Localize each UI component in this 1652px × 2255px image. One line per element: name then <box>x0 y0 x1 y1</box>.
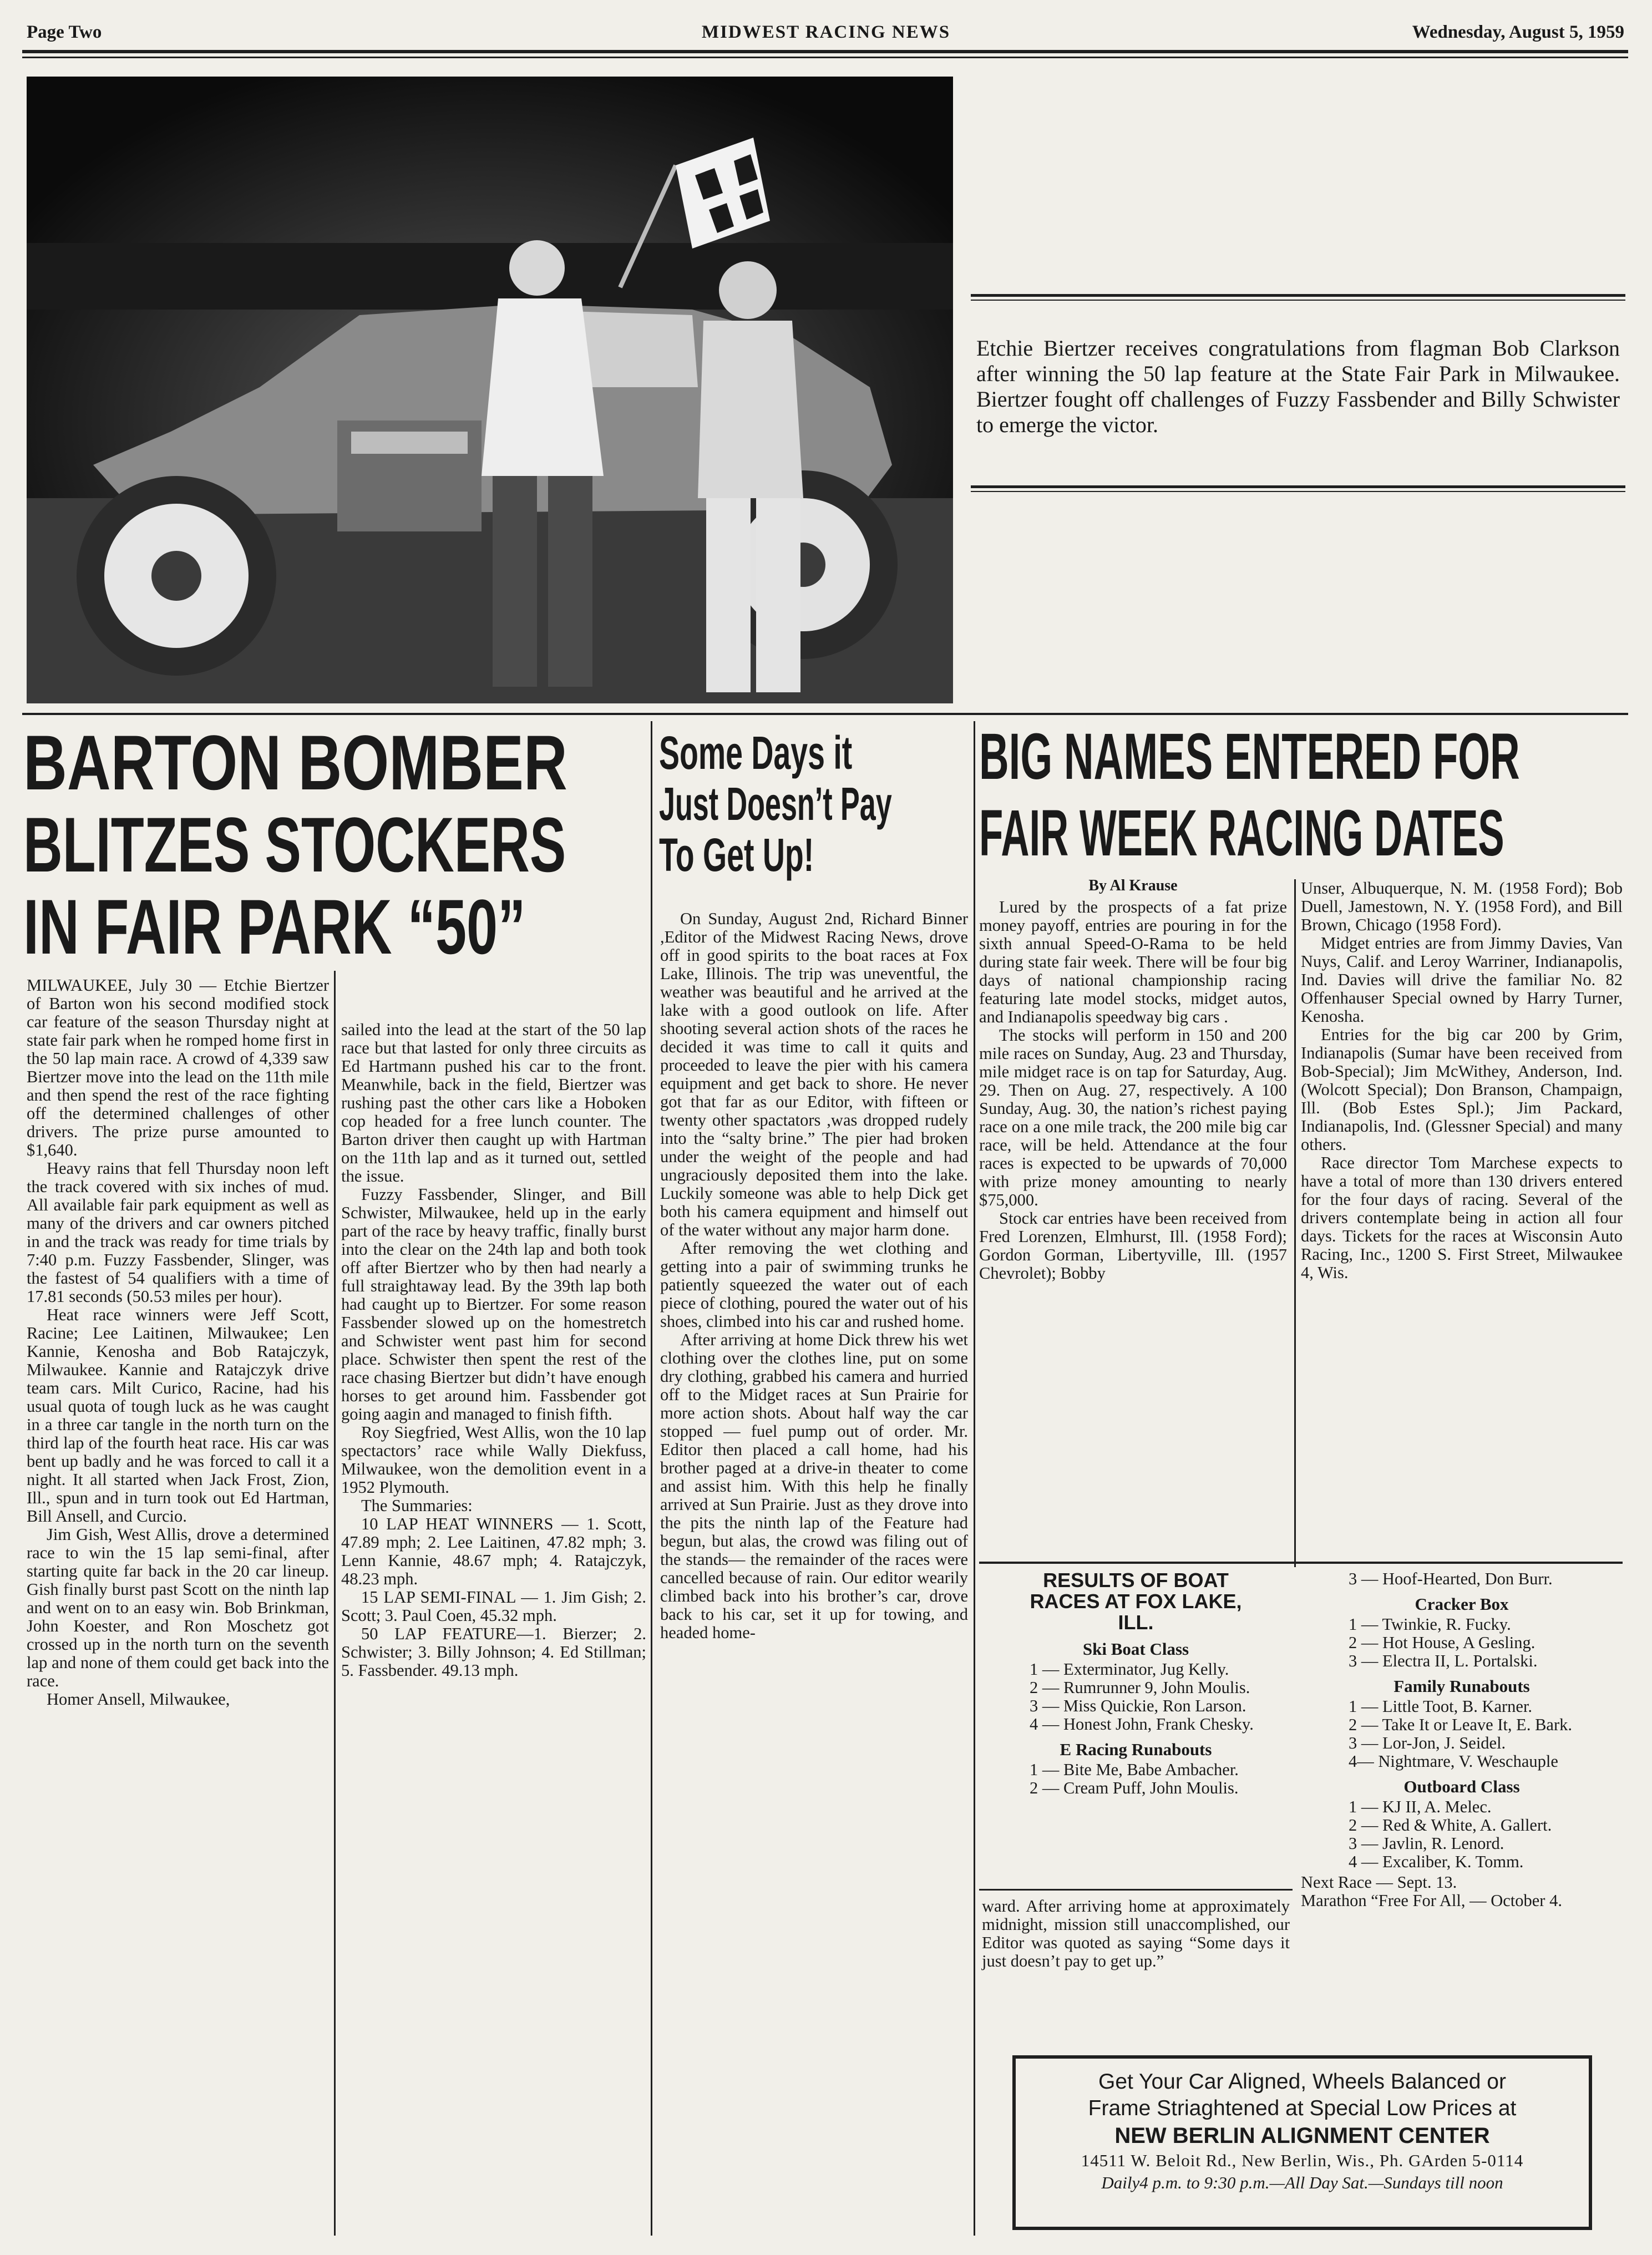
story1-paragraph: MILWAUKEE, July 30 — Etchie Biertzer of Barton won his second modified stock car feature of the season Thursday night at state fair park when he romped home first in the 50 lap main race. A crowd of 4,339 saw Biertzer move into the lead on the 11th mile and then spend the rest of the race fighting off the determined challenges of other drivers. The prize purse amounted to $1,640. <box>27 976 329 1159</box>
story1-summary: 10 LAP HEAT WINNERS — 1. Scott, 47.89 mph; 2. Lee Laitinen, 47.82 mph; 3. Lenn Kannie, 48.67 mph; 4. Ratajczyk, 48.23 mph. <box>341 1514 646 1588</box>
result-entry: 3 — Javlin, R. Lenord. <box>1349 1834 1504 1853</box>
column-divider-1 <box>651 721 652 2236</box>
paper-name: MIDWEST RACING NEWS <box>701 22 951 42</box>
boat-results-rule <box>979 1562 1623 1564</box>
story2-continued-rule <box>979 1889 1293 1891</box>
story2-headline-line3: To Get Up! <box>659 829 814 881</box>
ad-line: Frame Striaghtened at Special Low Prices at <box>1088 2096 1517 2120</box>
story1-paragraph: Fuzzy Fassbender, Slinger, and Bill Schwister, Milwaukee, held up in the early part of the race by heavy traffic, finally burst into the clear on the 24th lap and both took off after Biertzer who by then had nearly a full straightaway lead. By the 39th lap both had caught up to Biertzer. For some reason Fassbender slowed up on the homestretch and Schwister went past him for second place. Schwister then spent the rest of the race chasing Biertzer but didn’t have enough horses to get around him. Fassbender got going aagin and managed to finish fifth. <box>341 1185 646 1423</box>
column-divider-2 <box>974 721 975 2236</box>
boat-results-title-line1: RESULTS OF BOAT <box>1043 1569 1229 1592</box>
issue-date: Wednesday, August 5, 1959 <box>1412 22 1624 42</box>
class-heading: Outboard Class <box>1403 1777 1520 1796</box>
story2-continued-paragraph: ward. After arriving home at approximately midnight, mission still unaccomplished, our Editor was quoted as saying “Some days it just doesn’t pay to get up.” <box>982 1897 1290 1970</box>
caption-rule-bottom-thin <box>971 491 1625 492</box>
photo-caption: Etchie Biertzer receives congratulations from flagman Bob Clarkson after winning the 50 lap feature at the State Fair Park in Milwaukee. Biertzer fought off challenges of Fuzzy Fassbender and Billy Schwister to emerge the victor. <box>976 336 1620 437</box>
class-heading: Ski Boat Class <box>1082 1639 1189 1659</box>
story3-column-1 <box>979 876 1287 1283</box>
story2-paragraph: After arriving at home Dick threw his wet clothing over the clothes line, put on some dry clothing, grabbed his camera and hurried off to the Midget races at Sun Prairie for more action shots. About half way the car stopped — fuel pump out of order. Mr. Editor then placed a call home, had his brother paged at a drive-in theater to come and assist him. With this help he finally arrived at Sun Prairie. Just as they drove into the pits the ninth lap of the Feature had begun, but alas, the crowd was filing out of the stands— the remainder of the races were cancelled because of rain. Our editor wearily climbed back into his brother’s car, drove back to his car, set it up for towing, and headed home- <box>660 1330 968 1642</box>
next-race: Next Race — Sept. 13. <box>1301 1873 1457 1892</box>
story1-paragraph: sailed into the lead at the start of the 50 lap race but that lasted for only three circuits as Ed Hartmann pushed his car to the front. Meanwhile, back in the field, Biertzer was rushing past the other cars like a Hoboken cop headed for a free lunch counter. The Barton driver then caught up with Hartman on the 11th lap and as it turned out, settled the issue. <box>341 1020 646 1185</box>
marathon-date: Marathon “Free For All, — October 4. <box>1301 1891 1562 1910</box>
story1-paragraph: Homer Ansell, Milwaukee, <box>47 1690 230 1709</box>
story3-headline-line2: FAIR WEEK RACING DATES <box>979 797 1504 870</box>
story1-headline <box>23 719 647 970</box>
story3-paragraph: Lured by the prospects of a fat prize money payoff, entries are pouring in for the sixth annual Speed-O-Rama to be held during state fair week. There will be four big days of national championship racing featuring late model stocks, midget autos, and Indianapolis speedway big cars . <box>979 898 1287 1026</box>
alignment-center-ad <box>1012 2055 1592 2230</box>
result-entry: 1 — KJ II, A. Melec. <box>1349 1797 1492 1816</box>
story2-paragraph: On Sunday, August 2nd, Richard Binner ,Editor of the Midwest Racing News, drove off in good spirits to the boat races at Fox Lake, Illinois. The trip was uneventful, the weather was beautiful and he arrived at the lake with a good outlook on life. After shooting several action shots of the races he decided it was time to call it quits and proceeded to leave the pier with his camera equipment and get back to shore. He never got that far as our Editor, with fifteen or twenty other spactators ,was dropped rudely into the “salty brine.” The pier had broken under the weight of the people and had ungraciously deposited them into the lake. Luckily someone was able to help Dick get both his camera equipment and himself out of the water without any major harm done. <box>660 909 968 1239</box>
story3-paragraph: The stocks will perform in 150 and 200 mile races on Sunday, Aug. 23 and Thursday, mile midget race is on tap for Saturday, Aug. 29. Then on Aug. 27, respectively. A 100 Sunday, Aug. 30, the nation’s richest paying race on a one mile track, the 200 mile big car race, will be held. Attendance at the four races is expected to be upwards of 70,000 with prize money amounting to nearly $75,000. <box>979 1026 1287 1209</box>
story1-paragraph: Jim Gish, West Allis, drove a determined race to win the 15 lap semi-final, after starting quite far back in the 20 car lineup. Gish finally burst past Scott on the ninth lap and went on to an easy win. Bob Brinkman, John Koester, and Ron Moschetz got crossed up in the north turn on the seventh lap and none of them could get back into the race. <box>27 1525 329 1690</box>
result-entry: 1 — Little Toot, B. Karner. <box>1349 1697 1533 1716</box>
result-entry: 3 — Hoof-Hearted, Don Burr. <box>1349 1569 1553 1588</box>
story2-column <box>660 910 968 1642</box>
story1-summary: 15 LAP SEMI-FINAL — 1. Jim Gish; 2. Scott; 3. Paul Coen, 45.32 mph. <box>341 1588 646 1625</box>
ad-line: Get Your Car Aligned, Wheels Balanced or <box>1098 2070 1506 2094</box>
story3-paragraph: Midget entries are from Jimmy Davies, Van Nuys, Calif. and Leroy Warriner, Indianapolis, Ind. Davies will drive the familiar No. 82 Offenhauser Special owned by Harry Turner, Kenosha. <box>1301 934 1623 1026</box>
result-entry: 2 — Red & White, A. Gallert. <box>1349 1816 1552 1835</box>
column-divider-3 <box>1294 879 1296 1567</box>
boat-results-title-line2: RACES AT FOX LAKE, <box>1030 1590 1242 1613</box>
result-entry: 1 — Bite Me, Babe Ambacher. <box>1030 1760 1239 1779</box>
story3-column-2 <box>1301 879 1623 1282</box>
result-entry: 2 — Rumrunner 9, John Moulis. <box>1030 1678 1250 1697</box>
story2-headline-line2: Just Doesn’t Pay <box>659 778 892 830</box>
story1-paragraph: Roy Siegfried, West Allis, won the 10 lap spectactors’ race while Wally Diekfuss, Milwaukee, won the demolition event in a 1952 Plymouth. <box>341 1423 646 1497</box>
result-entry: 4— Nightmare, V. Weschauple <box>1349 1752 1558 1771</box>
story1-paragraph: Heat race winners were Jeff Scott, Racine; Lee Laitinen, Milwaukee; Len Kannie, Kenosha and Bob Ratajczyk, Milwaukee. Kannie and Ratajczyk drive team cars. Milt Curico, Racine, had his usual quota of tough luck as he was caught in a three car tangle in the north turn on the third lap of the fourth heat race. His car was bent up badly and he was forced to call it a night. It all started when Jack Frost, Zion, Ill., spun and in turn took out Ed Hartman, Bill Ansell, and Curcio. <box>27 1305 329 1526</box>
story3-headline <box>979 720 1625 879</box>
masthead-rule-thin <box>22 57 1628 58</box>
story1-headline-line3: IN FAIR PARK “50” <box>23 883 526 970</box>
section-rule <box>22 713 1628 715</box>
story3-paragraph: Unser, Albuquerque, N. M. (1958 Ford); Bob Duell, Jamestown, N. Y. (1958 Ford), and Bill Brown, Chicago (1958 Ford). <box>1301 879 1623 934</box>
boat-results-right <box>1301 1570 1623 1910</box>
story1-summary: 50 LAP FEATURE—1. Bierzer; 2. Schwister; 3. Billy Johnson; 4. Ed Stillman; 5. Fassbender. 49.13 mph. <box>341 1624 646 1680</box>
race-winner-photo <box>27 77 953 703</box>
photo-illustration <box>27 77 953 703</box>
class-heading: Family Runabouts <box>1393 1676 1530 1696</box>
result-entry: 4 — Honest John, Frank Chesky. <box>1030 1715 1254 1734</box>
result-entry: 3 — Miss Quickie, Ron Larson. <box>1030 1696 1246 1715</box>
story3-byline: By Al Krause <box>1088 877 1178 894</box>
result-entry: 2 — Take It or Leave It, E. Bark. <box>1349 1715 1572 1734</box>
result-entry: 2 — Cream Puff, John Moulis. <box>1030 1778 1239 1797</box>
story2-headline <box>659 729 970 913</box>
masthead-rule <box>22 50 1628 53</box>
story3-headline-line1: BIG NAMES ENTERED FOR <box>979 720 1520 793</box>
class-heading: E Racing Runabouts <box>1060 1740 1212 1759</box>
story3-paragraph: Stock car entries have been received from Fred Lorenzen, Elmhurst, Ill. (1958 Ford); Gordon Gorman, Libertyville, Ill. (1957 Chevrolet); Bobby <box>979 1209 1287 1283</box>
story1-paragraph: Heavy rains that fell Thursday noon left the track covered with six inches of mud. All available fair park equipment as well as many of the drivers and car owners pitched in and the track was ready for time trials by 7:40 p.m. Fuzzy Fassbender, Slinger, was the fastest of 54 qualifiers with a time of 17.81 seconds (50.53 miles per hour). <box>27 1159 329 1306</box>
ad-business-name: NEW BERLIN ALIGNMENT CENTER <box>1114 2124 1490 2148</box>
boat-results-left <box>982 1570 1290 1797</box>
story3-paragraph: Entries for the big car 200 by Grim, Indianapolis (Sumar have been received from Bob-Special); Jim McWithey, Anderson, Ind. (Wolcott Special); Don Branson, Champaign, Ill. (Bob Estes Spl.); Jim Packard, Indianapolis, Ind. (Glessner Special) and many others. <box>1301 1025 1623 1154</box>
result-entry: 3 — Electra II, L. Portalski. <box>1349 1651 1538 1670</box>
result-entry: 1 — Twinkie, R. Fucky. <box>1349 1615 1511 1634</box>
story1-headline-line2: BLITZES STOCKERS <box>23 801 566 888</box>
story2-continued <box>982 1897 1290 1970</box>
boat-results-title <box>982 1570 1290 1633</box>
story1-summaries-label: The Summaries: <box>361 1496 473 1515</box>
story1-column-2 <box>341 1021 646 1680</box>
page-number: Page Two <box>27 22 102 42</box>
story1-headline-line1: BARTON BOMBER <box>23 719 567 806</box>
ad-hours: Daily4 p.m. to 9:30 p.m.—All Day Sat.—Sundays till noon <box>1101 2173 1503 2192</box>
class-heading: Cracker Box <box>1415 1594 1509 1614</box>
result-entry: 1 — Exterminator, Jug Kelly. <box>1030 1660 1229 1679</box>
caption-rule-bottom <box>971 485 1625 488</box>
boat-results-title-line3: ILL. <box>1118 1611 1154 1634</box>
caption-rule-top <box>971 294 1625 297</box>
story3-paragraph: Race director Tom Marchese expects to have a total of more than 130 drivers entered for the four days of racing. Several of the drivers contemplate being in action all four days. Tickets for the races at Wisconsin Auto Racing, Inc., 1200 S. First Street, Milwaukee 4, Wis. <box>1301 1153 1623 1282</box>
result-entry: 4 — Excaliber, K. Tomm. <box>1349 1852 1524 1871</box>
ad-address: 14511 W. Beloit Rd., New Berlin, Wis., Ph. GArden 5-0114 <box>1081 2151 1524 2170</box>
caption-rule-top-thin <box>971 300 1625 301</box>
result-entry: 3 — Lor-Jon, J. Seidel. <box>1349 1734 1506 1752</box>
story1-column-1 <box>27 976 329 1709</box>
result-entry: 2 — Hot House, A Gesling. <box>1349 1633 1536 1652</box>
story2-paragraph: After removing the wet clothing and getting into a pair of swimming trunks he patiently squeezed the water out of each piece of clothing, poured the water out of his shoes, climbed into his car and rushed home. <box>660 1239 968 1331</box>
story2-headline-line1: Some Days it <box>659 727 853 779</box>
column-divider-story1 <box>334 971 336 2236</box>
